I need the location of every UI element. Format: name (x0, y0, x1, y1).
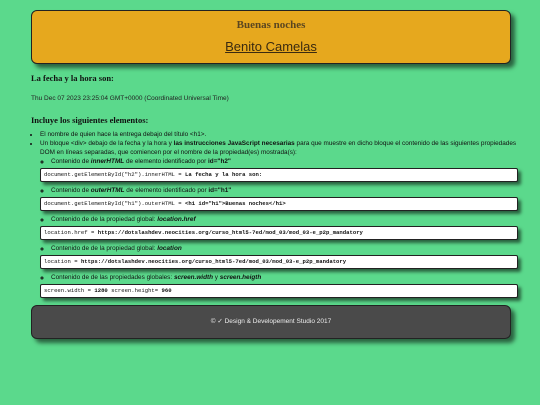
elements-list (31, 130, 520, 302)
code-text: location.href = (44, 229, 98, 236)
property-item (44, 244, 520, 269)
date-heading: La fecha y la hora son: (31, 73, 114, 83)
item-text: de elemento identificado por (124, 187, 209, 194)
item-em: location (157, 245, 182, 252)
item-text: y (213, 274, 220, 281)
item-text: Contenido de (51, 187, 91, 194)
code-box (40, 255, 518, 269)
property-item (44, 273, 520, 298)
item-text: Contenido de de la propiedad global: (51, 245, 158, 252)
property-item (44, 157, 520, 182)
item-em: screen.width (173, 274, 214, 281)
code-value: La fecha y la hora son: (185, 171, 263, 178)
item-id: id="h2" (208, 158, 231, 165)
code-text: screen.height= (107, 287, 162, 294)
item-em: innerHTML (90, 158, 125, 165)
bullet-text-post: para que muestre en dicho bloque el contenido de las siguientes propiedades DOM en líneas separadas, que comiencen por el nombre de la propiedad(es) mostrada(s): (40, 140, 517, 156)
code-text: document.getElementById("h2").innerHTML = (44, 171, 185, 178)
list-item (40, 130, 520, 139)
code-value: 960 (161, 287, 172, 294)
list-item (40, 139, 520, 298)
bullet-text-strong: las instrucciones JavaScript necesarias (173, 140, 295, 147)
code-value: 1280 (94, 287, 108, 294)
item-em: screen.heigth (219, 274, 262, 281)
code-value: <h1 id="h1">Buenas noches</h1> (185, 200, 286, 207)
page-footer: © ✓ Design & Developement Studio 2017 (31, 305, 511, 339)
bullet-text: El nombre de quien hace la entrega debajo del título <h1>. (40, 131, 207, 138)
page-title: Buenas noches (236, 19, 306, 31)
item-text: Contenido de de la propiedad global: (51, 216, 158, 223)
code-value: https://dotslashdev.neocities.org/curso_html5-7ed/mod_03/mod_03-e_p2p_mandatory (97, 229, 363, 236)
author-name: Benito Camelas (225, 39, 317, 54)
item-text: de elemento identificado por (124, 158, 209, 165)
code-value: https://dotslashdev.neocities.org/curso_html5-7ed/mod_03/mod_03-e_p2p_mandatory (80, 258, 347, 265)
code-box (40, 168, 518, 182)
bullet-text-pre: Un bloque <div> debajo de la fecha y la hora y (40, 140, 174, 147)
item-id: id="h1" (208, 187, 232, 194)
code-box (40, 226, 518, 240)
item-em: outerHTML (90, 187, 125, 194)
code-box (40, 197, 518, 211)
code-text: document.getElementById("h1").outerHTML = (44, 200, 185, 207)
item-em: location.href (157, 216, 196, 223)
property-item (44, 215, 520, 240)
date-value: Thu Dec 07 2023 23:25:04 GMT+0000 (Coordinated Universal Time) (31, 95, 229, 102)
page-header (31, 10, 511, 64)
elements-heading: Incluye los siguientes elementos: (31, 115, 149, 125)
code-box (40, 284, 518, 298)
item-text: Contenido de (51, 158, 91, 165)
code-text: screen.width = (44, 287, 95, 294)
item-text: Contenido de de las propiedades globales: (51, 274, 174, 281)
property-item (44, 186, 520, 211)
properties-list (40, 157, 520, 298)
code-text: location = (44, 258, 81, 265)
